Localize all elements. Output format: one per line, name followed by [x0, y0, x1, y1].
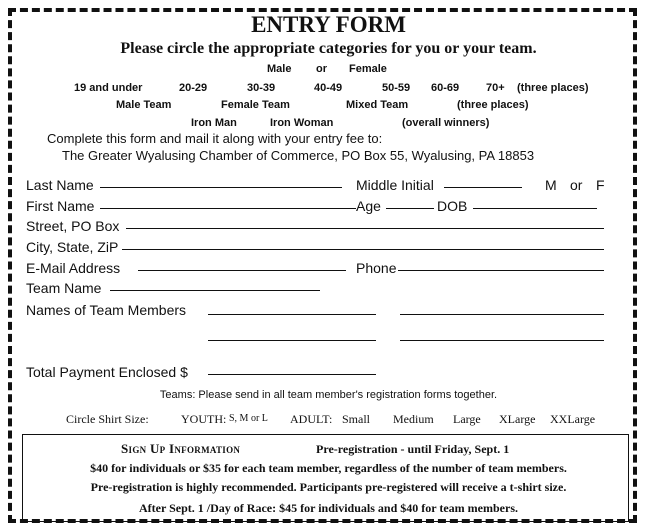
- youth-sizes[interactable]: S, M or L: [229, 413, 268, 424]
- gender-or-label: or: [570, 177, 583, 193]
- category-iron-note: (overall winners): [402, 117, 490, 129]
- category-iron-woman[interactable]: Iron Woman: [270, 117, 334, 129]
- category-age-19-under[interactable]: 19 and under: [74, 82, 143, 94]
- category-iron-man[interactable]: Iron Man: [191, 117, 237, 129]
- team-member-field-2[interactable]: [400, 314, 604, 315]
- team-members-label: Names of Team Members: [26, 302, 187, 318]
- last-name-field[interactable]: [100, 187, 342, 188]
- size-medium[interactable]: Medium: [393, 412, 434, 426]
- first-name-field[interactable]: [100, 208, 356, 209]
- category-female-team[interactable]: Female Team: [221, 99, 290, 111]
- adult-label: ADULT:: [290, 412, 333, 426]
- category-age-70-plus[interactable]: 70+: [486, 82, 505, 94]
- gender-m-option[interactable]: M: [545, 177, 557, 193]
- category-female[interactable]: Female: [349, 63, 387, 75]
- age-field[interactable]: [386, 208, 434, 209]
- team-member-field-4[interactable]: [400, 340, 604, 341]
- size-xlarge[interactable]: XLarge: [499, 412, 536, 426]
- teams-note: Teams: Please send in all team member's registration forms together.: [159, 389, 498, 401]
- dob-field[interactable]: [473, 208, 597, 209]
- signup-heading: Sign Up Information: [121, 441, 241, 456]
- total-payment-label: Total Payment Enclosed $: [26, 364, 188, 380]
- last-name-label: Last Name: [26, 177, 94, 193]
- dob-label: DOB: [437, 198, 468, 214]
- team-name-label: Team Name: [26, 280, 102, 296]
- page-subtitle: Please circle the appropriate categories for you or your team.: [120, 40, 537, 57]
- page-title: ENTRY FORM: [251, 12, 406, 37]
- team-member-field-1[interactable]: [208, 314, 376, 315]
- category-teams-note: (three places): [457, 99, 529, 111]
- city-field[interactable]: [122, 249, 604, 250]
- street-field[interactable]: [126, 228, 604, 229]
- team-name-field[interactable]: [110, 290, 320, 291]
- size-small[interactable]: Small: [342, 412, 371, 426]
- youth-label: YOUTH:: [181, 412, 227, 426]
- middle-initial-label: Middle Initial: [356, 177, 434, 193]
- signup-fee-line: $40 for individuals or $35 for each team member, regardless of the number of team members.: [90, 461, 567, 475]
- category-age-20-29[interactable]: 20-29: [179, 82, 208, 94]
- email-field[interactable]: [138, 270, 346, 271]
- category-male-team[interactable]: Male Team: [116, 99, 172, 111]
- gender-f-option[interactable]: F: [596, 177, 605, 193]
- category-age-40-49[interactable]: 40-49: [314, 82, 343, 94]
- age-label: Age: [356, 198, 381, 214]
- signup-prereg-line: Pre-registration is highly recommended. Participants pre-registered will receive a t-shirt size.: [90, 480, 567, 494]
- city-label: City, State, ZiP: [26, 239, 119, 255]
- category-male[interactable]: Male: [267, 63, 292, 75]
- first-name-label: First Name: [26, 198, 95, 214]
- total-payment-field[interactable]: [208, 374, 376, 375]
- size-xxlarge[interactable]: XXLarge: [550, 412, 596, 426]
- category-ages-note: (three places): [517, 82, 589, 94]
- category-age-50-59[interactable]: 50-59: [382, 82, 411, 94]
- team-member-field-3[interactable]: [208, 340, 376, 341]
- signup-dayof-line: After Sept. 1 /Day of Race: $45 for individuals and $40 for team members.: [139, 501, 518, 515]
- shirt-size-label: Circle Shirt Size:: [66, 412, 149, 426]
- category-age-60-69[interactable]: 60-69: [431, 82, 460, 94]
- prereg-deadline: Pre-registration - until Friday, Sept. 1: [316, 442, 510, 456]
- phone-label: Phone: [356, 260, 397, 276]
- middle-initial-field[interactable]: [444, 187, 522, 188]
- category-age-30-39[interactable]: 30-39: [247, 82, 276, 94]
- category-or: or: [316, 63, 327, 75]
- mail-instructions: Complete this form and mail it along with your entry fee to:: [47, 131, 383, 146]
- email-label: E-Mail Address: [26, 260, 121, 276]
- size-large[interactable]: Large: [453, 412, 481, 426]
- category-mixed-team[interactable]: Mixed Team: [346, 99, 409, 111]
- phone-field[interactable]: [398, 270, 604, 271]
- street-label: Street, PO Box: [26, 218, 120, 234]
- mail-address: The Greater Wyalusing Chamber of Commerce, PO Box 55, Wyalusing, PA 18853: [62, 148, 535, 163]
